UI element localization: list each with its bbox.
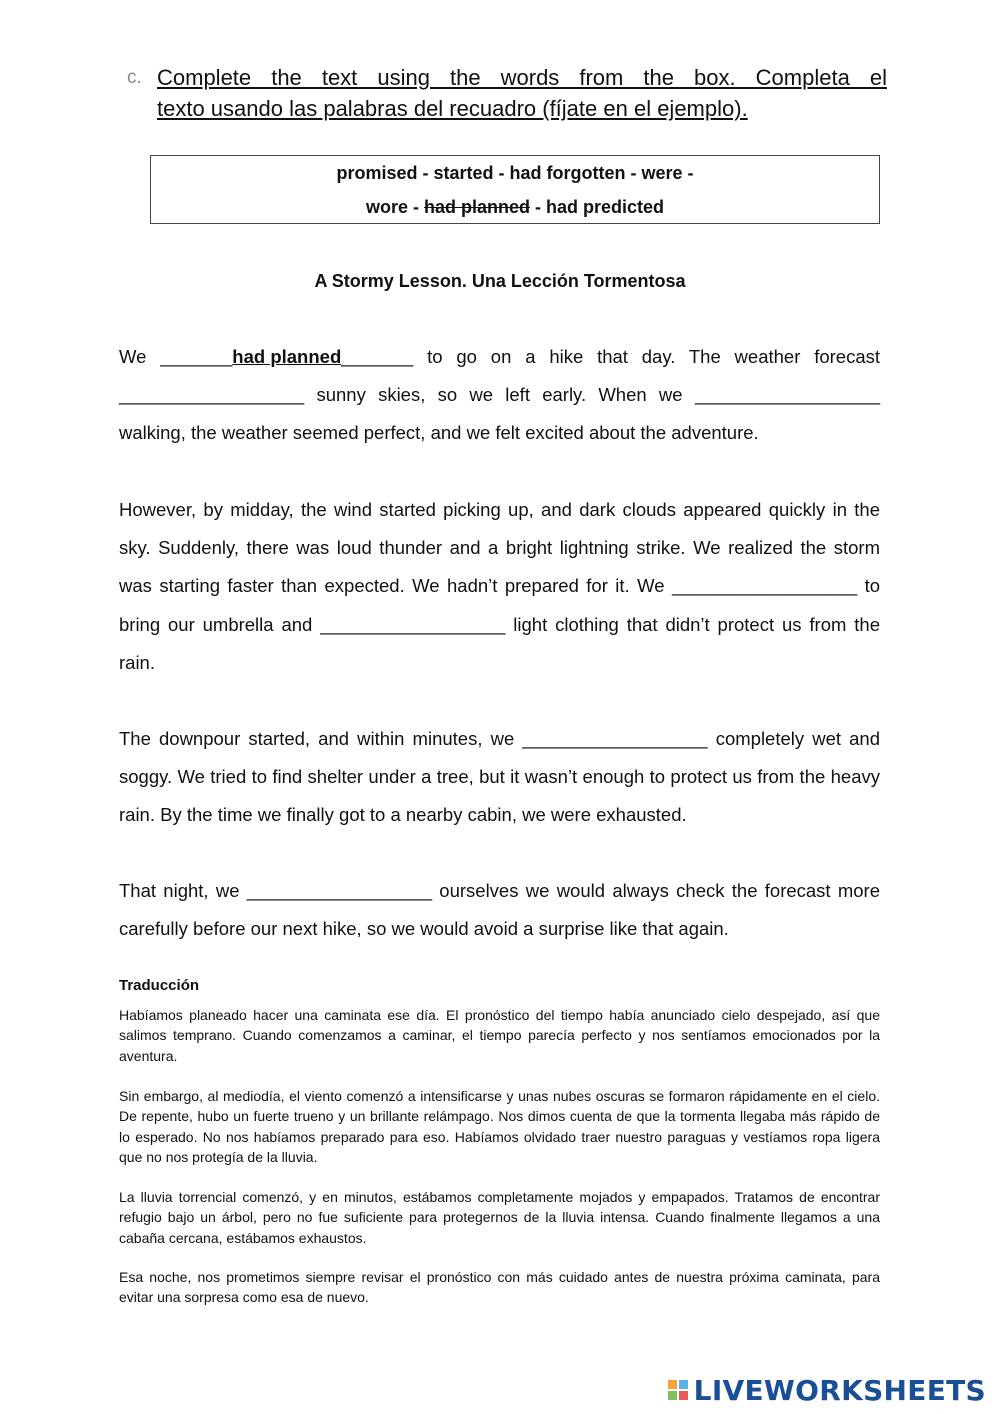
paragraph-2: However, by midday, the wind started picking up, and dark clouds appeared quickly in the sky. Suddenly, there was loud thunder and a bright lightning strike. We realized the storm was starting faster than expected. We hadn’t prepared for it. We __________________ to bring our umbrella and __________________ light clothing that didn’t protect us from the rain. (119, 499, 881, 673)
answer-blank-6[interactable]: __________________ (246, 880, 432, 901)
liveworksheets-wordmark: LIVEWORKSHEETS (693, 1373, 986, 1407)
translation-paragraph-2: Sin embargo, al mediodía, el viento comenzó a intensificarse y unas nubes oscuras se formaron rápidamente en el cielo. De repente, hubo un fuerte trueno y un brillante relámpago. Nos dimos cuenta de que la tormenta llegaba más rápido de lo esperado. No nos habíamos preparado para eso. Habíamos olvidado traer nuestro paraguas y vestíamos ropa ligera que no nos protegía de la lluvia. (119, 1088, 880, 1165)
paragraph-1: We _______had planned_______ to go on a hike that day. The weather forecast __________________ sunny skies, so we left early. When we __________________ walking, the weather seemed perfect, and we felt excited about the adventure. (119, 338, 880, 453)
exercise-letter: c. (127, 67, 142, 88)
exercise-instruction (127, 62, 887, 124)
word-box-line-1: promised - started - had forgotten - were - (336, 163, 694, 183)
instruction-line-2: texto usando las palabras del recuadro (fíjate en el ejemplo). (157, 96, 748, 121)
paragraph-4: That night, we __________________ ourselves we would always check the forecast more carefully before our next hike, so we would avoid a surprise like that again. (119, 872, 880, 948)
translation-paragraph-4: Esa noche, nos prometimos siempre revisar el pronóstico con más cuidado antes de nuestra próxima caminata, para evitar una sorpresa como esa de nuevo. (119, 1269, 880, 1306)
word-box-line-2 (151, 190, 879, 224)
answer-blank-4[interactable]: __________________ (320, 613, 506, 635)
answer-blank-1[interactable]: __________________ (119, 384, 305, 406)
answer-blank-3[interactable]: __________________ (671, 575, 858, 597)
word-box-line-2-start: wore - (365, 197, 419, 217)
paragraph-3: The downpour started, and within minutes, we __________________ completely wet and soggy. We tried to find shelter under a tree, but it wasn’t enough to protect us from the heavy rain. By the time we finally got to a nearby cabin, we were exhausted. (119, 720, 880, 835)
word-box (150, 155, 880, 224)
instruction-text (157, 62, 887, 124)
word-box-line-2-end: - had predicted (535, 197, 665, 217)
struck-word: had planned (423, 197, 530, 217)
translation-paragraph-1: Habíamos planeado hacer una caminata ese día. El pronóstico del tiempo había anunciado cielo despejado, así que salimos temprano. Cuando comenzamos a caminar, el tiempo parecía perfecto y nos sentíamos emocionados por la aventura. (119, 1007, 880, 1064)
answer-blank-2[interactable]: __________________ (694, 384, 881, 406)
liveworksheets-logo[interactable] (668, 1372, 986, 1408)
example-answer: _______had planned_______ (160, 346, 414, 367)
instruction-line-1: Complete the text using the words from the box. Completa el (157, 65, 887, 90)
example-answer-text: had planned (232, 346, 342, 367)
translation-title: Traducción (119, 977, 200, 994)
answer-blank-5[interactable]: __________________ (522, 728, 708, 749)
liveworksheets-icon (668, 1380, 688, 1400)
story-title: A Stormy Lesson. Una Lección Tormentosa (314, 271, 686, 291)
translation-paragraph-3: La lluvia torrencial comenzó, y en minutos, estábamos completamente mojados y empapados. Tratamos de encontrar refugio bajo un árbol, pero no fue suficiente para protegernos de la lluvia intensa. Cuando finalmente llegamos a una cabaña cercana, estábamos exhaustos. (119, 1189, 880, 1246)
